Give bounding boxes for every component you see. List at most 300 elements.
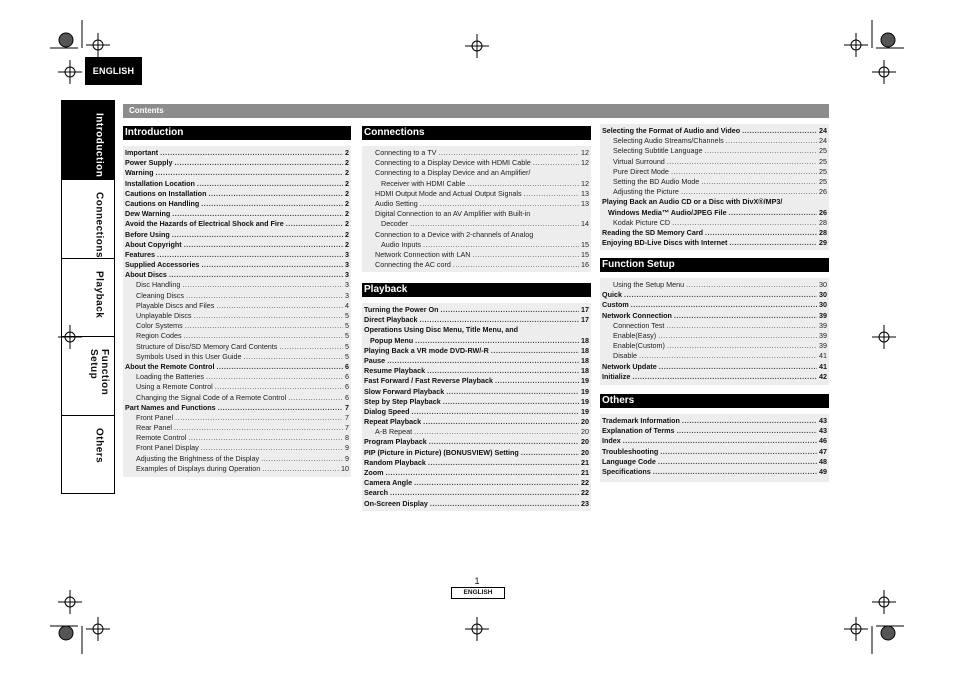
toc-leader-dots (639, 351, 817, 361)
side-tab-label: Connections (93, 192, 105, 259)
toc-entry-page: 3 (345, 249, 349, 259)
toc-entry[interactable] (125, 209, 349, 219)
toc-entry-page: 25 (819, 176, 827, 186)
toc-entry-label: Audio Setting (375, 198, 418, 208)
toc-entry-page: 7 (345, 412, 349, 422)
toc-list (362, 303, 591, 513)
toc-entry-page: 2 (345, 168, 349, 178)
toc-entry-page: 25 (819, 156, 827, 166)
toc-leader-dots (666, 321, 817, 331)
toc-entry-page: 39 (819, 330, 827, 340)
toc-leader-dots (438, 148, 579, 158)
toc-entry[interactable] (602, 416, 827, 426)
toc-entry[interactable] (364, 199, 589, 209)
toc-entry[interactable] (364, 219, 589, 229)
toc-leader-dots (677, 426, 817, 436)
toc-entry[interactable] (364, 417, 589, 427)
toc-entry-label: About the Remote Control (125, 361, 215, 371)
toc-entry-label: Quick (602, 290, 622, 300)
toc-entry[interactable] (364, 158, 589, 168)
toc-entry-page: 43 (819, 416, 827, 425)
toc-entry-label: Connecting to a Display Device and an Amplifier/ (375, 168, 531, 178)
toc-leader-dots (653, 467, 817, 477)
toc-entry[interactable] (364, 260, 589, 270)
toc-entry-page: 20 (581, 417, 589, 427)
toc-entry[interactable] (602, 300, 827, 310)
toc-leader-dots (672, 218, 817, 228)
toc-entry-label: Loading the Batteries (136, 372, 204, 382)
toc-entry-label: Remote Control (136, 433, 187, 443)
toc-entry-page: 2 (345, 239, 349, 249)
toc-entry-page: 25 (819, 166, 827, 176)
toc-entry-page: 5 (345, 351, 349, 361)
toc-entry-page: 28 (819, 227, 827, 237)
toc-leader-dots (218, 403, 343, 413)
toc-entry[interactable] (602, 457, 827, 467)
toc-entry-label: Warning (125, 168, 154, 178)
toc-entry[interactable] (364, 376, 589, 386)
toc-entry[interactable] (125, 352, 349, 362)
toc-leader-dots (729, 238, 817, 248)
toc-leader-dots (174, 423, 343, 433)
toc-entry[interactable] (364, 209, 589, 219)
toc-entry-label: Kodak Picture CD (613, 217, 671, 227)
toc-entry[interactable] (364, 315, 589, 325)
toc-entry[interactable] (602, 351, 827, 361)
toc-leader-dots (410, 219, 579, 229)
toc-entry-label: Region Codes (136, 331, 182, 341)
toc-entry[interactable] (364, 305, 589, 315)
toc-entry-page: 20 (581, 437, 589, 447)
toc-entry[interactable] (602, 331, 827, 341)
toc-leader-dots (175, 413, 343, 423)
toc-entry-label: Disc Handling (136, 280, 181, 290)
toc-entry[interactable] (125, 433, 349, 443)
section-title: Others (600, 394, 829, 414)
toc-entry[interactable] (602, 187, 827, 197)
toc-entry-page: 19 (581, 396, 589, 406)
toc-entry[interactable] (364, 148, 589, 158)
toc-entry[interactable] (125, 291, 349, 301)
toc-entry-label: Popup Menu (370, 335, 414, 345)
toc-entry[interactable] (125, 331, 349, 341)
toc-entry[interactable] (602, 146, 827, 156)
toc-leader-dots (262, 464, 339, 474)
toc-entry-label: Enable(Easy) (613, 330, 657, 340)
toc-leader-dots (681, 187, 817, 197)
toc-leader-dots (157, 250, 343, 260)
side-tab-playback[interactable] (62, 259, 114, 337)
toc-entry[interactable] (364, 325, 589, 335)
toc-leader-dots (201, 443, 343, 453)
toc-entry[interactable] (364, 448, 589, 458)
toc-entry[interactable] (364, 499, 589, 509)
toc-entry-page: 2 (345, 209, 349, 219)
toc-entry[interactable] (364, 168, 589, 178)
toc-entry[interactable] (364, 397, 589, 407)
toc-entry[interactable] (602, 372, 827, 382)
toc-leader-dots (243, 352, 343, 362)
toc-entry-page: 2 (345, 158, 349, 168)
toc-entry[interactable] (602, 208, 827, 218)
toc-entry-page: 3 (345, 260, 349, 270)
toc-entry-label: Examples of Displays during Operation (136, 463, 261, 473)
toc-entry[interactable] (602, 311, 827, 321)
toc-entry-page: 42 (819, 371, 827, 381)
toc-entry-label: Avoid the Hazards of Electrical Shock and Fire (125, 219, 284, 229)
toc-leader-dots (414, 478, 579, 488)
toc-entry[interactable] (602, 228, 827, 238)
side-tab-label: Playback (93, 271, 105, 319)
toc-entry-page: 49 (819, 466, 827, 476)
toc-entry-page: 7 (345, 423, 349, 433)
section-playback (362, 283, 591, 511)
toc-leader-dots (216, 362, 343, 372)
toc-entry[interactable] (602, 136, 827, 146)
toc-entry[interactable] (602, 362, 827, 372)
toc-leader-dots (186, 291, 343, 301)
toc-entry-label: Rear Panel (136, 423, 172, 433)
toc-entry-label: Decoder (381, 219, 409, 229)
toc-entry-page: 9 (345, 453, 349, 463)
section-title: Playback (362, 283, 591, 303)
toc-entry-page: 18 (581, 355, 589, 365)
toc-leader-dots (726, 136, 817, 146)
toc-entry-label: Disable (613, 351, 637, 361)
toc-entry-page: 23 (581, 498, 589, 508)
toc-entry[interactable] (602, 197, 827, 207)
toc-entry-label: Turning the Power On (364, 305, 439, 314)
toc-entry-label: Explanation of Terms (602, 426, 675, 436)
side-tab-label: Introduction (93, 113, 105, 178)
toc-entry-page: 13 (581, 188, 589, 198)
toc-entry-label: Specifications (602, 466, 651, 476)
toc-entry-label: Selecting Audio Streams/Channels (613, 136, 724, 146)
toc-entry-label: Pure Direct Mode (613, 166, 669, 176)
side-tabs (61, 100, 115, 494)
toc-entry-page: 22 (581, 488, 589, 498)
toc-leader-dots (671, 167, 817, 177)
toc-entry[interactable] (364, 437, 589, 447)
toc-entry-page: 39 (819, 310, 827, 320)
toc-entry-page: 5 (345, 331, 349, 341)
toc-leader-dots (533, 158, 579, 168)
toc-entry-label: Virtual Surround (613, 156, 665, 166)
toc-entry[interactable] (364, 427, 589, 437)
toc-entry[interactable] (125, 393, 349, 403)
toc-entry[interactable] (125, 321, 349, 331)
toc-entry-page: 3 (345, 290, 349, 300)
toc-entry-label: Audio Inputs (381, 239, 421, 249)
side-tab-connections[interactable] (62, 180, 114, 259)
toc-entry-label: Cautions on Installation (125, 188, 207, 198)
toc-entry-label: Index (602, 436, 621, 446)
toc-leader-dots (430, 499, 579, 509)
toc-entry[interactable] (125, 270, 349, 280)
toc-entry-page: 39 (819, 320, 827, 330)
toc-entry-label: Setting the BD Audio Mode (613, 176, 700, 186)
toc-entry-page: 17 (581, 315, 589, 325)
toc-list (123, 146, 351, 478)
toc-leader-dots (631, 300, 817, 310)
toc-entry-page: 7 (345, 402, 349, 412)
toc-leader-dots (201, 199, 343, 209)
toc-entry[interactable] (364, 230, 589, 240)
toc-leader-dots (420, 199, 579, 209)
toc-entry-page: 2 (345, 188, 349, 198)
toc-entry-page: 8 (345, 433, 349, 443)
toc-entry-label: Using a Remote Control (136, 382, 213, 392)
section-connections (362, 126, 591, 272)
toc-entry[interactable] (364, 387, 589, 397)
toc-entry[interactable] (364, 478, 589, 488)
toc-leader-dots (261, 454, 343, 464)
toc-entry[interactable] (364, 458, 589, 468)
toc-leader-dots (495, 376, 579, 386)
toc-leader-dots (446, 387, 579, 397)
toc-entry-page: 26 (819, 187, 827, 197)
toc-entry-label: Connecting to a TV (375, 148, 437, 157)
toc-entry[interactable] (125, 260, 349, 270)
toc-entry[interactable] (125, 423, 349, 433)
toc-entry-label: Adjusting the Brightness of the Display (136, 453, 260, 463)
side-tab-function-setup[interactable] (62, 337, 114, 416)
toc-entry[interactable] (602, 167, 827, 177)
toc-entry[interactable] (125, 382, 349, 392)
toc-entry[interactable] (125, 240, 349, 250)
toc-leader-dots (467, 179, 579, 189)
toc-entry[interactable] (364, 488, 589, 498)
toc-entry[interactable] (125, 280, 349, 290)
toc-entry-page: 3 (345, 270, 349, 280)
toc-leader-dots (175, 158, 343, 168)
toc-entry-label: Network Connection with LAN (375, 249, 471, 259)
toc-entry-label: Dew Warning (125, 209, 171, 219)
toc-entry[interactable] (602, 238, 827, 248)
toc-leader-dots (441, 305, 579, 315)
toc-leader-dots (429, 437, 579, 447)
toc-entry[interactable] (364, 468, 589, 478)
toc-leader-dots (412, 407, 579, 417)
toc-entry-page: 21 (581, 468, 589, 477)
toc-entry-label: Important (125, 148, 159, 157)
toc-entry-page: 30 (819, 300, 827, 310)
toc-entry-page: 30 (819, 290, 827, 300)
side-tab-others[interactable] (62, 416, 114, 493)
toc-entry-page: 39 (819, 341, 827, 351)
toc-leader-dots (729, 208, 817, 218)
toc-leader-dots (184, 331, 343, 341)
toc-leader-dots (667, 157, 817, 167)
toc-entry[interactable] (364, 336, 589, 346)
toc-leader-dots (423, 240, 579, 250)
toc-leader-dots (288, 393, 343, 403)
toc-entry[interactable] (125, 372, 349, 382)
toc-entry[interactable] (602, 436, 827, 446)
toc-entry-label: About Discs (125, 270, 167, 280)
toc-entry[interactable] (602, 126, 827, 136)
toc-leader-dots (172, 230, 343, 240)
toc-leader-dots (155, 168, 343, 178)
toc-entry[interactable] (364, 250, 589, 260)
toc-leader-dots (453, 260, 579, 270)
toc-entry-label: Symbols Used in this User Guide (136, 351, 242, 361)
toc-entry-page: 12 (581, 178, 589, 188)
toc-entry-page: 19 (581, 376, 589, 386)
toc-entry[interactable] (125, 189, 349, 199)
toc-leader-dots (415, 336, 579, 346)
toc-entry[interactable] (364, 356, 589, 366)
toc-entry-page: 15 (581, 239, 589, 249)
toc-leader-dots (660, 447, 817, 457)
toc-leader-dots (286, 219, 343, 229)
language-badge: ENGLISH (85, 57, 142, 85)
toc-entry-label: Connection to a Device with 2-channels of Analog (375, 229, 534, 239)
section-introduction (123, 126, 351, 477)
toc-leader-dots (194, 311, 343, 321)
side-tab-introduction[interactable] (62, 101, 114, 180)
toc-entry-page: 41 (819, 351, 827, 361)
toc-leader-dots (386, 468, 579, 478)
toc-entry-page: 16 (581, 260, 589, 270)
toc-entry-page: 20 (581, 447, 589, 457)
toc-entry-label: Color Systems (136, 321, 183, 331)
toc-entry-label: Changing the Signal Code of a Remote Control (136, 392, 287, 402)
toc-entry-label: Network Connection (602, 310, 672, 320)
toc-entry-page: 3 (345, 280, 349, 290)
toc-entry-page: 6 (345, 382, 349, 392)
toc-entry[interactable] (602, 426, 827, 436)
toc-entry-page: 15 (581, 249, 589, 259)
toc-entry[interactable] (602, 290, 827, 300)
toc-entry[interactable] (364, 346, 589, 356)
toc-entry[interactable] (125, 403, 349, 413)
toc-entry-label: Power Supply (125, 158, 173, 168)
toc-entry[interactable] (125, 443, 349, 453)
toc-entry-page: 6 (345, 392, 349, 402)
page-number: 1 (474, 576, 480, 586)
toc-entry[interactable] (125, 158, 349, 168)
toc-leader-dots (443, 397, 579, 407)
toc-entry[interactable] (602, 218, 827, 228)
toc-entry-page: 2 (345, 219, 349, 229)
toc-leader-dots (169, 270, 343, 280)
toc-entry-label: Unplayable Discs (136, 311, 192, 320)
toc-entry-label: Trademark Information (602, 416, 680, 425)
toc-leader-dots (491, 346, 579, 356)
toc-leader-dots (160, 148, 343, 158)
toc-list (600, 414, 829, 481)
section-title: Function Setup (600, 258, 829, 278)
toc-entry[interactable] (125, 311, 349, 321)
toc-entry[interactable] (125, 301, 349, 311)
toc-entry[interactable] (125, 342, 349, 352)
section-others (600, 394, 829, 482)
toc-entry-label: Step by Step Playback (364, 396, 441, 406)
toc-entry-page: 2 (345, 178, 349, 188)
toc-leader-dots (705, 146, 817, 156)
toc-entry-label: Repeat Playback (364, 417, 422, 427)
toc-entry[interactable] (364, 407, 589, 417)
toc-entry-label: Installation Location (125, 178, 195, 188)
toc-entry[interactable] (125, 464, 349, 474)
toc-entry-label: Structure of Disc/SD Memory Card Contents (136, 341, 278, 351)
side-tab-label: Others (93, 428, 105, 464)
toc-entry-page: 48 (819, 456, 827, 466)
toc-entry-page: 46 (819, 436, 827, 446)
toc-leader-dots (659, 362, 817, 372)
toc-entry[interactable] (602, 280, 827, 290)
toc-entry[interactable] (364, 189, 589, 199)
toc-leader-dots (390, 488, 579, 498)
toc-entry-page: 5 (345, 311, 349, 320)
toc-leader-dots (427, 366, 579, 376)
toc-entry-label: Connection Test (613, 320, 665, 330)
toc-leader-dots (674, 311, 817, 321)
toc-entry[interactable] (125, 199, 349, 209)
toc-entry-label: Cleaning Discs (136, 290, 184, 300)
toc-entry-page: 26 (819, 207, 827, 217)
toc-entry-page: 43 (819, 426, 827, 436)
toc-entry-label: Random Playback (364, 457, 426, 467)
toc-leader-dots (623, 436, 817, 446)
toc-entry-label: Program Playback (364, 437, 427, 447)
toc-leader-dots (658, 457, 817, 467)
toc-entry-page: 13 (581, 198, 589, 208)
toc-entry[interactable] (125, 413, 349, 423)
toc-entry[interactable] (602, 157, 827, 167)
toc-entry-page: 19 (581, 386, 589, 396)
toc-entry-page: 28 (819, 217, 827, 227)
toc-entry[interactable] (602, 467, 827, 477)
toc-entry[interactable] (125, 250, 349, 260)
section-title: Introduction (123, 126, 351, 146)
toc-entry-page: 21 (581, 457, 589, 467)
toc-entry-label: Digital Connection to an AV Amplifier with Built-in (375, 209, 531, 219)
toc-leader-dots (206, 372, 343, 382)
toc-entry[interactable] (364, 179, 589, 189)
toc-entry-page: 24 (819, 136, 827, 146)
toc-entry-label: Cautions on Handling (125, 198, 200, 208)
toc-entry-label: Windows Media™ Audio/JPEG File (608, 207, 727, 217)
toc-entry[interactable] (364, 240, 589, 250)
toc-entry[interactable] (125, 148, 349, 158)
toc-entry-label: Features (125, 249, 155, 259)
toc-entry[interactable] (125, 219, 349, 229)
toc-leader-dots (428, 458, 579, 468)
toc-entry[interactable] (602, 447, 827, 457)
toc-entry-page: 17 (581, 305, 589, 314)
toc-entry[interactable] (602, 177, 827, 187)
toc-entry[interactable] (125, 362, 349, 372)
toc-entry-page: 2 (345, 229, 349, 239)
toc-entry-label: HDMI Output Mode and Actual Output Signals (375, 188, 522, 198)
toc-entry-label: Adjusting the Picture (613, 187, 679, 197)
toc-entry[interactable] (602, 321, 827, 331)
toc-entry-label: Custom (602, 300, 629, 310)
toc-entry[interactable] (125, 179, 349, 189)
toc-list (362, 146, 591, 274)
contents-bar: Contents (123, 104, 829, 118)
toc-entry[interactable] (364, 366, 589, 376)
toc-entry[interactable] (602, 341, 827, 351)
toc-entry-label: Front Panel (136, 412, 174, 422)
toc-entry[interactable] (125, 230, 349, 240)
toc-entry[interactable] (125, 168, 349, 178)
toc-entry[interactable] (125, 454, 349, 464)
toc-leader-dots (632, 372, 817, 382)
toc-entry-label: Camera Angle (364, 478, 413, 488)
